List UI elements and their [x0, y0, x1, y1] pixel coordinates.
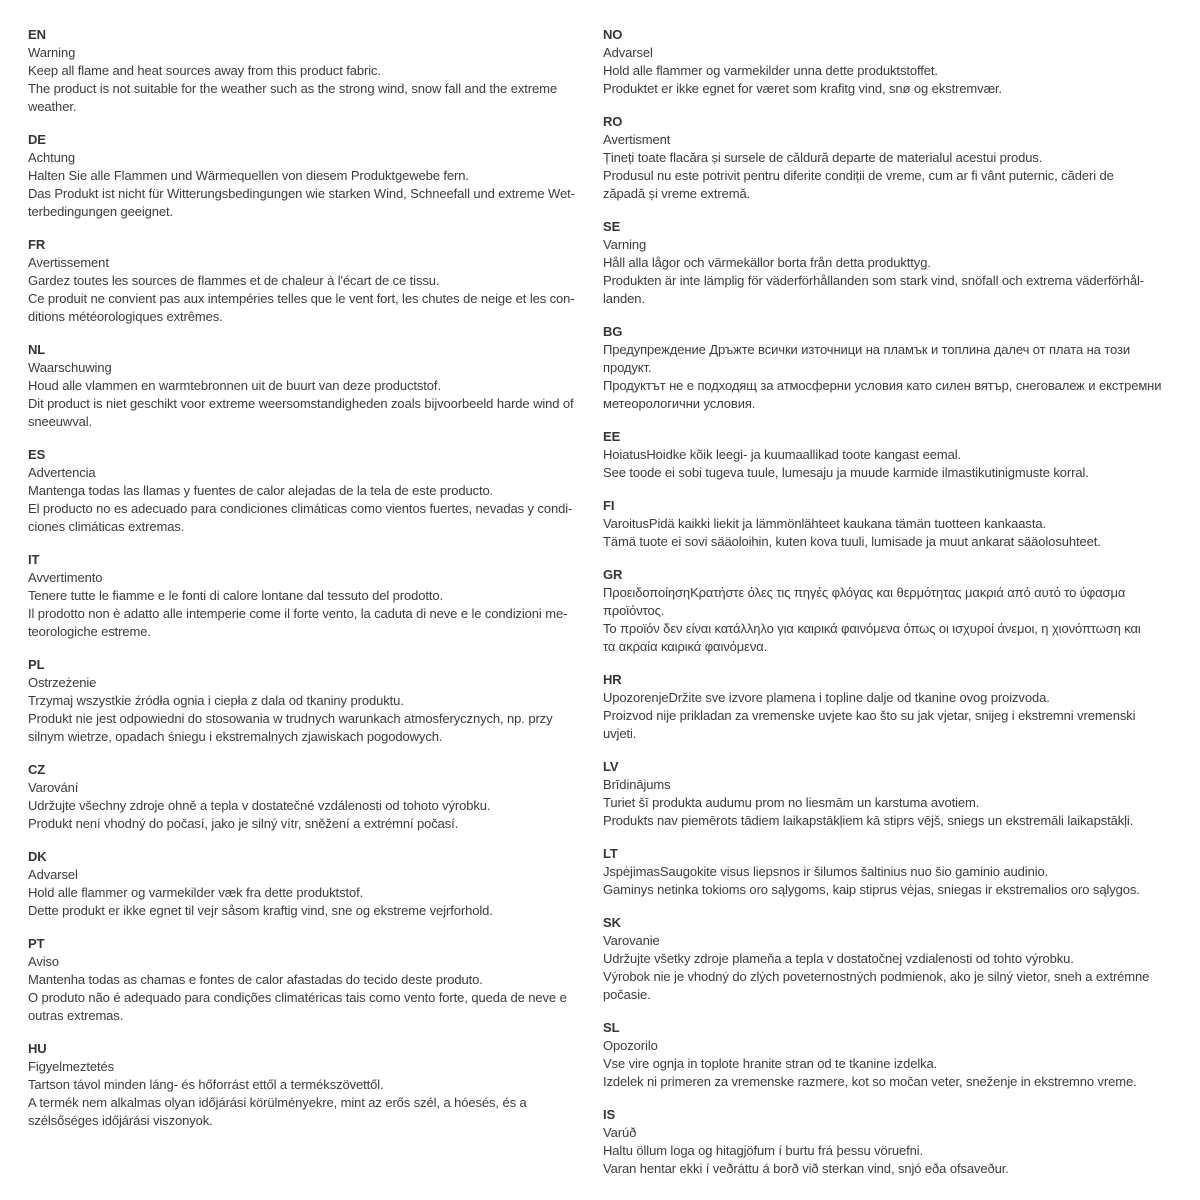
text-line: Tämä tuote ei sovi sääoloihin, kuten kova tuuli, lumisade ja muut ankarat sääolosuhteet.: [603, 534, 1101, 549]
language-section-no: [603, 26, 1183, 98]
left-column: [28, 26, 600, 1145]
language-section-gr: [603, 566, 1183, 656]
text-line: Tartson távol minden láng- és hőforrást ettől a termékszövettől.: [28, 1077, 384, 1092]
text-line: sneeuwval.: [28, 414, 93, 429]
language-section-hr: [603, 671, 1183, 743]
text-line: Udržujte všechny zdroje ohně a tepla v dostatečné vzdálenosti od tohoto výrobku.: [28, 798, 491, 813]
language-section-it: [28, 551, 600, 641]
language-section-nl: [28, 341, 600, 431]
language-code: LV: [603, 759, 619, 774]
language-code: RO: [603, 114, 623, 129]
language-code: CZ: [28, 762, 46, 777]
language-section-es: [28, 446, 600, 536]
warning-title-line: Varovanie: [603, 933, 660, 948]
text-line: Produkten är inte lämplig för väderförhållanden som stark vind, snöfall och extrema väderförhål-: [603, 273, 1145, 288]
text-line: Produktet er ikke egnet for været som krafitg vind, snø og ekstremvær.: [603, 81, 1003, 96]
text-line: Keep all flame and heat sources away from this product fabric.: [28, 63, 381, 78]
language-section-sl: [603, 1019, 1183, 1091]
warning-title-line: Advertencia: [28, 465, 96, 480]
warning-title-line: VaroitusPidä kaikki liekit ja lämmönlähteet kaukana tämän tuotteen kankaasta.: [603, 516, 1046, 531]
text-line: The product is not suitable for the weather such as the strong wind, snow fall and the extreme: [28, 81, 557, 96]
text-line: Turiet šī produkta audumu prom no liesmām un karstuma avotiem.: [603, 795, 980, 810]
warning-title-line: Varúð: [603, 1125, 637, 1140]
language-code: LT: [603, 846, 618, 861]
text-line: продукт.: [603, 360, 652, 375]
right-column: [603, 26, 1183, 1193]
language-code: PL: [28, 657, 45, 672]
language-section-fi: [603, 497, 1183, 551]
language-code: GR: [603, 567, 623, 582]
text-line: See toode ei sobi tugeva tuule, lumesaju ja muude karmide ilmastikutinigmuste korral.: [603, 465, 1089, 480]
warning-title-line: Warning: [28, 45, 76, 60]
text-line: Houd alle vlammen en warmtebronnen uit de buurt van deze productstof.: [28, 378, 441, 393]
text-line: uvjeti.: [603, 726, 637, 741]
language-section-pl: [28, 656, 600, 746]
language-code: DE: [28, 132, 46, 147]
language-section-sk: [603, 914, 1183, 1004]
text-line: προϊόντος.: [603, 603, 665, 618]
text-line: Das Produkt ist nicht für Witterungsbedingungen wie starken Wind, Schneefall und extreme Wet-: [28, 186, 575, 201]
language-code: IS: [603, 1107, 616, 1122]
text-line: Țineți toate flacăra și sursele de căldură departe de materialul acestui produs.: [603, 150, 1043, 165]
text-line: ditions météorologiques extrêmes.: [28, 309, 223, 324]
text-line: Proizvod nije prikladan za vremenske uvjete kao što su jak vjetar, snijeg i ekstremni vremenski: [603, 708, 1136, 723]
warning-title-line: Avvertimento: [28, 570, 103, 585]
text-line: počasie.: [603, 987, 651, 1002]
language-code: SK: [603, 915, 621, 930]
language-code: EE: [603, 429, 621, 444]
text-line: Dette produkt er ikke egnet til vejr såsom kraftig vind, sne og ekstreme vejrforhold.: [28, 903, 493, 918]
language-section-bg: [603, 323, 1183, 413]
language-section-ro: [603, 113, 1183, 203]
text-line: teorologiche estreme.: [28, 624, 151, 639]
language-code: EN: [28, 27, 46, 42]
text-line: Hold alle flammer og varmekilder unna dette produktstoffet.: [603, 63, 938, 78]
language-section-lv: [603, 758, 1183, 830]
text-line: Výrobok nie je vhodný do zlých poveternostných podmienok, ako je silný vietor, sneh a extrémne: [603, 969, 1150, 984]
text-line: метеорологични условия.: [603, 396, 756, 411]
text-line: Tenere tutte le fiamme e le fonti di calore lontane dal tessuto del prodotto.: [28, 588, 444, 603]
text-line: Gaminys netinka tokioms oro sąlygoms, kaip stiprus vėjas, sniegas ir ekstremalios oro sąlygos.: [603, 882, 1140, 897]
warning-title-line: HoiatusHoidke kõik leegi- ja kuumaallikad toote kangast eemal.: [603, 447, 961, 462]
text-line: Produkt není vhodný do počasí, jako je silný vítr, sněžení a extrémní počasí.: [28, 816, 459, 831]
text-line: szélsőséges időjárási viszonyok.: [28, 1113, 213, 1128]
text-line: silnym wietrze, opadach śniegu i ekstremalnych zjawiskach pogodowych.: [28, 729, 443, 744]
text-line: El producto no es adecuado para condiciones climáticas como vientos fuertes, nevadas y condi-: [28, 501, 573, 516]
warning-title-line: JspėjimasSaugokite visus liepsnos ir šilumos šaltinius nuo šio gaminio audinio.: [603, 864, 1049, 879]
language-section-is: [603, 1106, 1183, 1178]
language-code: ES: [28, 447, 46, 462]
language-section-pt: [28, 935, 600, 1025]
text-line: Izdelek ni primeren za vremenske razmere, kot so močan veter, sneženje in ekstremno vreme.: [603, 1074, 1137, 1089]
language-code: FI: [603, 498, 615, 513]
text-line: Varan hentar ekki í veðráttu á borð við sterkan vind, snjó eða ofsaveður.: [603, 1161, 1009, 1176]
language-code: PT: [28, 936, 45, 951]
text-line: Haltu öllum loga og hitagjöfum í burtu frá þessu vöruefni.: [603, 1143, 924, 1158]
language-code: SE: [603, 219, 621, 234]
text-line: Halten Sie alle Flammen und Wärmequellen von diesem Produktgewebe fern.: [28, 168, 469, 183]
warning-title-line: Opozorilo: [603, 1038, 658, 1053]
language-code: NO: [603, 27, 623, 42]
text-line: weather.: [28, 99, 77, 114]
warning-title-line: UpozorenjeDržite sve izvore plamena i topline dalje od tkanine ovog proizvoda.: [603, 690, 1050, 705]
language-section-de: [28, 131, 600, 221]
language-section-dk: [28, 848, 600, 920]
warning-title-line: Ostrzeżenie: [28, 675, 97, 690]
text-line: ciones climáticas extremas.: [28, 519, 185, 534]
language-code: FR: [28, 237, 46, 252]
text-line: Udržujte všetky zdroje plameňa a tepla v dostatočnej vzdialenosti od tohto výrobku.: [603, 951, 1074, 966]
text-line: Mantenga todas las llamas y fuentes de calor alejadas de la tela de este producto.: [28, 483, 494, 498]
text-line: Hold alle flammer og varmekilder væk fra dette produktstof.: [28, 885, 364, 900]
warning-title-line: Aviso: [28, 954, 60, 969]
text-line: Vse vire ognja in toplote hranite stran od te tkanine izdelka.: [603, 1056, 938, 1071]
language-section-fr: [28, 236, 600, 326]
language-code: HR: [603, 672, 622, 687]
warning-title-line: Avertisment: [603, 132, 671, 147]
language-section-se: [603, 218, 1183, 308]
language-code: BG: [603, 324, 623, 339]
text-line: Il prodotto non è adatto alle intemperie come il forte vento, la caduta di neve e le condizioni me-: [28, 606, 568, 621]
language-section-en: [28, 26, 600, 116]
warning-title-line: Achtung: [28, 150, 76, 165]
text-line: Trzymaj wszystkie źródła ognia i ciepła z dala od tkaniny produktu.: [28, 693, 404, 708]
text-line: A termék nem alkalmas olyan időjárási körülményekre, mint az erős szél, a hóesés, és a: [28, 1095, 527, 1110]
language-section-ee: [603, 428, 1183, 482]
text-line: Το προϊόν δεν είναι κατάλληλο για καιρικά φαινόμενα όπως οι ισχυροί άνεμοι, η χιονόπτωση και: [603, 621, 1141, 636]
language-code: SL: [603, 1020, 620, 1035]
text-line: Produkts nav piemērots tādiem laikapstākļiem kā stiprs vējš, sniegs un ekstremāli laikapstākļi.: [603, 813, 1134, 828]
text-line: τα ακραία καιρικά φαινόμενα.: [603, 639, 768, 654]
warning-title-line: Brīdinājums: [603, 777, 671, 792]
text-line: Produkt nie jest odpowiedni do stosowania w trudnych warunkach atmosferycznych, np. przy: [28, 711, 553, 726]
language-code: DK: [28, 849, 47, 864]
text-line: terbedingungen geeignet.: [28, 204, 174, 219]
text-line: Mantenha todas as chamas e fontes de calor afastadas do tecido deste produto.: [28, 972, 483, 987]
warning-title-line: Advarsel: [603, 45, 653, 60]
warning-title-line: Advarsel: [28, 867, 78, 882]
text-line: Håll alla lågor och värmekällor borta från detta produkttyg.: [603, 255, 931, 270]
language-section-hu: [28, 1040, 600, 1130]
language-section-lt: [603, 845, 1183, 899]
language-section-cz: [28, 761, 600, 833]
warning-title-line: Varning: [603, 237, 647, 252]
warning-title-line: ΠροειδοποίησηΚρατήστε όλες τις πηγές φλόγας και θερμότητας μακριά από αυτό το ύφασμα: [603, 585, 1126, 600]
warning-title-line: Figyelmeztetés: [28, 1059, 115, 1074]
warning-title-line: Avertissement: [28, 255, 109, 270]
text-line: O produto não é adequado para condições climatéricas tais como vento forte, queda de neve e: [28, 990, 567, 1005]
text-line: outras extremas.: [28, 1008, 124, 1023]
text-line: Dit product is niet geschikt voor extreme weersomstandigheden zoals bijvoorbeeld harde wind of: [28, 396, 574, 411]
warning-title-line: Предупреждение Дръжте всички източници на пламък и топлина далеч от плата на този: [603, 342, 1131, 357]
text-line: Ce produit ne convient pas aux intempéries telles que le vent fort, les chutes de neige et les con-: [28, 291, 575, 306]
text-line: Продуктът не е подходящ за атмосферни условия като силен вятър, снеговалеж и екстремни: [603, 378, 1162, 393]
language-code: NL: [28, 342, 46, 357]
warning-title-line: Waarschuwing: [28, 360, 112, 375]
language-code: IT: [28, 552, 40, 567]
text-line: Produsul nu este potrivit pentru diferite condiții de vreme, cum ar fi vânt puternic, căderi de: [603, 168, 1114, 183]
text-line: zăpadă și vreme extremă.: [603, 186, 751, 201]
text-line: landen.: [603, 291, 645, 306]
warning-title-line: Varování: [28, 780, 79, 795]
text-line: Gardez toutes les sources de flammes et de chaleur à l'écart de ce tissu.: [28, 273, 440, 288]
language-code: HU: [28, 1041, 47, 1056]
